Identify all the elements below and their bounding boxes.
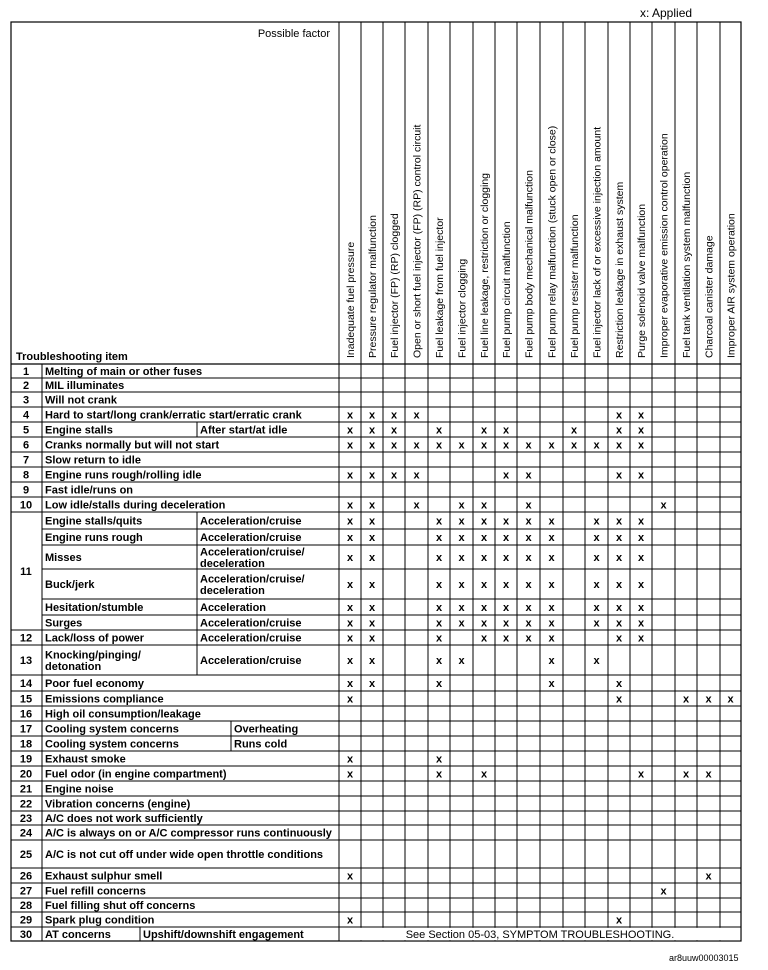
applied-mark: x bbox=[390, 409, 398, 422]
applied-mark: x bbox=[435, 532, 443, 544]
troubleshooting-item: Surges bbox=[45, 617, 83, 630]
applied-mark: x bbox=[682, 768, 690, 781]
factor-header: Fuel pump body mechanical malfunction bbox=[523, 170, 536, 358]
row-number: 10 bbox=[19, 499, 33, 512]
applied-mark: x bbox=[346, 753, 354, 766]
troubleshooting-item: MIL illuminates bbox=[45, 380, 125, 392]
applied-mark: x bbox=[548, 678, 555, 690]
troubleshooting-item-label: Troubleshooting item bbox=[16, 351, 128, 363]
row-number: 28 bbox=[19, 900, 33, 912]
condition-label: Upshift/downshift engagement bbox=[143, 929, 304, 941]
applied-mark: x bbox=[637, 424, 645, 437]
troubleshooting-item: A/C is always on or A/C compressor runs continuously bbox=[45, 827, 332, 840]
applied-mark: x bbox=[458, 515, 465, 528]
applied-mark: x bbox=[637, 469, 645, 482]
row-number: 27 bbox=[19, 885, 33, 898]
applied-mark: x bbox=[502, 617, 510, 630]
troubleshooting-item: Fast idle/runs on bbox=[45, 484, 134, 497]
troubleshooting-item: Engine runs rough bbox=[45, 532, 143, 544]
troubleshooting-item: Engine runs rough/rolling idle bbox=[45, 469, 202, 482]
troubleshooting-item: Low idle/stalls during deceleration bbox=[45, 499, 226, 512]
applied-mark: x bbox=[480, 515, 488, 528]
applied-mark: x bbox=[480, 579, 488, 591]
applied-mark: x bbox=[346, 693, 354, 706]
applied-mark: x bbox=[480, 424, 488, 437]
row-number: 14 bbox=[19, 678, 33, 690]
applied-mark: x bbox=[615, 469, 623, 482]
applied-mark: x bbox=[346, 552, 354, 564]
condition-label: Acceleration/cruise bbox=[200, 532, 302, 544]
applied-mark: x bbox=[480, 552, 488, 564]
row-number: 7 bbox=[22, 454, 30, 467]
row-number: 15 bbox=[19, 693, 33, 706]
applied-mark: x bbox=[368, 424, 376, 437]
possible-factor-label: Possible factor bbox=[257, 28, 330, 40]
applied-mark: x bbox=[480, 439, 488, 452]
factor-header: Purge solenoid valve malfunction bbox=[636, 203, 648, 358]
applied-mark: x bbox=[593, 617, 600, 630]
applied-mark: x bbox=[390, 469, 398, 482]
factor-header: Fuel injector clogging bbox=[456, 258, 469, 358]
applied-mark: x bbox=[525, 532, 532, 544]
applied-mark: x bbox=[593, 532, 600, 544]
applied-mark: x bbox=[368, 515, 376, 528]
applied-mark: x bbox=[705, 693, 712, 706]
applied-mark: x bbox=[346, 532, 354, 544]
applied-mark: x bbox=[346, 632, 354, 645]
applied-mark: x bbox=[413, 409, 420, 422]
applied-mark: x bbox=[615, 552, 623, 564]
row-number: 26 bbox=[19, 870, 33, 883]
applied-mark: x bbox=[413, 499, 420, 512]
applied-mark: x bbox=[435, 632, 443, 645]
applied-mark: x bbox=[637, 602, 645, 614]
condition-label: Acceleration/cruise bbox=[200, 515, 302, 528]
condition-label: Runs cold bbox=[234, 738, 288, 751]
troubleshooting-item: Exhaust sulphur smell bbox=[45, 870, 163, 883]
applied-mark: x bbox=[413, 439, 420, 452]
factor-header: Inadequate fuel pressure bbox=[345, 241, 357, 358]
applied-mark: x bbox=[548, 579, 555, 591]
applied-mark: x bbox=[615, 632, 623, 645]
applied-mark: x bbox=[435, 579, 443, 591]
applied-mark: x bbox=[458, 552, 465, 564]
applied-mark: x bbox=[368, 602, 376, 614]
applied-mark: x bbox=[593, 515, 600, 528]
applied-mark: x bbox=[346, 870, 354, 883]
applied-mark: x bbox=[615, 678, 623, 690]
row-number: 23 bbox=[19, 813, 33, 825]
applied-mark: x bbox=[615, 579, 623, 591]
applied-mark: x bbox=[346, 602, 354, 614]
factor-header: Open or short fuel injector (FP) (RP) control circuit bbox=[411, 124, 424, 358]
applied-mark: x bbox=[593, 579, 600, 591]
troubleshooting-item: AT concerns bbox=[45, 929, 111, 941]
applied-mark: x bbox=[570, 439, 578, 452]
applied-mark: x bbox=[637, 439, 645, 452]
applied-mark: x bbox=[548, 439, 555, 452]
row-number: 17 bbox=[19, 723, 33, 736]
applied-mark: x bbox=[368, 439, 376, 452]
applied-mark: x bbox=[480, 499, 488, 512]
troubleshooting-item: Engine stalls bbox=[45, 424, 113, 437]
row-number: 8 bbox=[22, 469, 30, 482]
troubleshooting-item: Will not crank bbox=[45, 394, 118, 407]
applied-mark: x bbox=[458, 655, 465, 667]
applied-mark: x bbox=[548, 602, 555, 614]
applied-mark: x bbox=[368, 579, 376, 591]
applied-mark: x bbox=[525, 499, 532, 512]
applied-mark: x bbox=[435, 424, 443, 437]
applied-mark: x bbox=[570, 424, 578, 437]
applied-mark: x bbox=[525, 602, 532, 614]
applied-mark: x bbox=[637, 617, 645, 630]
applied-mark: x bbox=[458, 499, 465, 512]
row-number: 4 bbox=[22, 409, 30, 422]
applied-mark: x bbox=[346, 678, 354, 690]
row-number: 25 bbox=[19, 849, 33, 861]
factor-header: Fuel leakage from fuel injector bbox=[434, 217, 446, 358]
applied-mark: x bbox=[525, 552, 532, 564]
applied-mark: x bbox=[458, 617, 465, 630]
applied-mark: x bbox=[615, 424, 623, 437]
applied-mark: x bbox=[637, 768, 645, 781]
applied-mark: x bbox=[480, 768, 488, 781]
applied-mark: x bbox=[458, 579, 465, 591]
factor-header: Fuel injector (FP) (RP) clogged bbox=[389, 213, 401, 358]
applied-mark: x bbox=[660, 499, 667, 512]
applied-mark: x bbox=[368, 632, 376, 645]
factor-header: Fuel pump relay malfunction (stuck open or close) bbox=[546, 125, 559, 358]
applied-mark: x bbox=[458, 602, 465, 614]
applied-mark: x bbox=[705, 870, 712, 883]
applied-mark: x bbox=[502, 532, 510, 544]
applied-mark: x bbox=[390, 424, 398, 437]
troubleshooting-item: A/C does not work sufficiently bbox=[45, 813, 203, 825]
condition-label: Acceleration/cruise/ deceleration bbox=[200, 546, 305, 570]
applied-mark: x bbox=[615, 693, 623, 706]
applied-mark: x bbox=[413, 469, 420, 482]
applied-mark: x bbox=[502, 632, 510, 645]
applied-mark: x bbox=[390, 439, 398, 452]
troubleshooting-item: Melting of main or other fuses bbox=[45, 366, 203, 378]
applied-mark: x bbox=[458, 439, 465, 452]
applied-mark: x bbox=[525, 469, 532, 482]
applied-mark: x bbox=[435, 515, 443, 528]
applied-mark: x bbox=[525, 579, 532, 591]
row-number: 13 bbox=[19, 655, 33, 667]
troubleshooting-item: Fuel refill concerns bbox=[45, 885, 146, 898]
troubleshooting-item: Poor fuel economy bbox=[45, 678, 145, 690]
applied-mark: x bbox=[502, 469, 510, 482]
row-number: 18 bbox=[19, 738, 33, 751]
applied-mark: x bbox=[593, 655, 600, 667]
row-number: 6 bbox=[22, 439, 30, 452]
troubleshooting-item: Hesitation/stumble bbox=[45, 602, 144, 614]
applied-mark: x bbox=[480, 617, 488, 630]
figure-id: ar8uuw00003015 bbox=[669, 953, 739, 963]
applied-mark: x bbox=[548, 617, 555, 630]
applied-mark: x bbox=[615, 914, 623, 927]
troubleshooting-item: High oil consumption/leakage bbox=[45, 708, 201, 721]
applied-mark: x bbox=[525, 617, 532, 630]
row-number: 16 bbox=[19, 708, 33, 721]
applied-mark: x bbox=[480, 632, 488, 645]
applied-mark: x bbox=[525, 515, 532, 528]
condition-label: Overheating bbox=[234, 723, 299, 736]
applied-mark: x bbox=[593, 602, 600, 614]
row-number: 30 bbox=[19, 929, 33, 941]
applied-mark: x bbox=[346, 424, 354, 437]
troubleshooting-item: Buck/jerk bbox=[45, 579, 95, 591]
condition-label: Acceleration/cruise bbox=[200, 655, 302, 667]
table-texts bbox=[16, 28, 738, 941]
row-number: 24 bbox=[19, 827, 33, 840]
legend-applied: x: Applied bbox=[640, 6, 693, 20]
factor-header: Pressure regulator malfunction bbox=[367, 215, 379, 358]
condition-label: Acceleration/cruise/ deceleration bbox=[200, 573, 305, 597]
row-number: 1 bbox=[22, 366, 30, 378]
applied-mark: x bbox=[637, 552, 645, 564]
factor-header: Fuel line leakage, restriction or clogging bbox=[479, 172, 491, 358]
applied-mark: x bbox=[435, 439, 443, 452]
troubleshooting-item: Emissions compliance bbox=[45, 693, 164, 706]
factor-header: Improper evaporative emission control operation bbox=[658, 133, 671, 358]
row30-note: See Section 05-03, SYMPTOM TROUBLESHOOTING. bbox=[405, 929, 675, 941]
applied-mark: x bbox=[458, 532, 465, 544]
troubleshooting-item: Cranks normally but will not start bbox=[45, 439, 220, 452]
applied-mark: x bbox=[615, 439, 623, 452]
applied-mark: x bbox=[727, 693, 734, 706]
applied-mark: x bbox=[502, 515, 510, 528]
condition-label: Acceleration/cruise bbox=[200, 617, 302, 630]
applied-mark: x bbox=[682, 693, 690, 706]
troubleshooting-item: Engine noise bbox=[45, 783, 114, 796]
factor-header: Fuel pump circuit malfunction bbox=[501, 221, 513, 358]
applied-mark: x bbox=[637, 409, 645, 422]
applied-mark: x bbox=[435, 655, 443, 667]
applied-mark: x bbox=[435, 768, 443, 781]
applied-mark: x bbox=[502, 552, 510, 564]
factor-header: Fuel pump resister malfunction bbox=[569, 214, 581, 358]
applied-mark: x bbox=[548, 632, 555, 645]
troubleshooting-item: Cooling system concerns bbox=[45, 738, 179, 751]
applied-mark: x bbox=[346, 655, 354, 667]
applied-mark: x bbox=[435, 617, 443, 630]
row-number: 19 bbox=[19, 753, 33, 766]
applied-mark: x bbox=[435, 753, 443, 766]
applied-mark: x bbox=[346, 515, 354, 528]
applied-mark: x bbox=[637, 632, 645, 645]
applied-mark: x bbox=[502, 579, 510, 591]
row-number: 5 bbox=[22, 424, 30, 437]
applied-mark: x bbox=[615, 409, 623, 422]
row-number: 21 bbox=[19, 783, 33, 796]
applied-mark: x bbox=[548, 532, 555, 544]
applied-mark: x bbox=[615, 515, 623, 528]
applied-mark: x bbox=[593, 439, 600, 452]
applied-mark: x bbox=[368, 552, 376, 564]
troubleshooting-item: Spark plug condition bbox=[45, 914, 155, 927]
applied-mark: x bbox=[368, 409, 376, 422]
applied-mark: x bbox=[346, 579, 354, 591]
factor-header: Fuel injector lack of or excessive injection amount bbox=[591, 126, 604, 358]
applied-mark: x bbox=[368, 655, 376, 667]
applied-mark: x bbox=[435, 678, 443, 690]
troubleshooting-item: Engine stalls/quits bbox=[45, 515, 143, 528]
condition-label: Acceleration bbox=[200, 602, 267, 614]
troubleshooting-item: Exhaust smoke bbox=[45, 753, 126, 766]
applied-mark: x bbox=[525, 632, 532, 645]
applied-mark: x bbox=[435, 602, 443, 614]
applied-mark: x bbox=[637, 515, 645, 528]
applied-mark: x bbox=[435, 552, 443, 564]
applied-mark: x bbox=[480, 602, 488, 614]
applied-mark: x bbox=[346, 914, 354, 927]
applied-mark: x bbox=[525, 439, 532, 452]
troubleshooting-item: Lack/loss of power bbox=[45, 632, 145, 645]
row-number: 12 bbox=[19, 632, 33, 645]
applied-mark: x bbox=[615, 532, 623, 544]
applied-mark: x bbox=[548, 552, 555, 564]
row-number: 11 bbox=[20, 566, 32, 578]
applied-mark: x bbox=[368, 499, 376, 512]
applied-mark: x bbox=[480, 532, 488, 544]
troubleshooting-item: Misses bbox=[45, 552, 82, 564]
row-number: 9 bbox=[22, 484, 30, 497]
applied-mark: x bbox=[548, 655, 555, 667]
row-number: 22 bbox=[19, 798, 33, 811]
applied-mark: x bbox=[615, 602, 623, 614]
troubleshooting-item: Knocking/pinging/ detonation bbox=[45, 649, 141, 673]
applied-mark: x bbox=[548, 515, 555, 528]
applied-mark: x bbox=[368, 678, 376, 690]
applied-mark: x bbox=[502, 602, 510, 614]
applied-mark: x bbox=[346, 409, 354, 422]
row-number: 2 bbox=[22, 380, 30, 392]
applied-mark: x bbox=[705, 768, 712, 781]
applied-mark: x bbox=[346, 768, 354, 781]
troubleshooting-item: Vibration concerns (engine) bbox=[45, 798, 191, 811]
applied-mark: x bbox=[502, 424, 510, 437]
applied-mark: x bbox=[637, 532, 645, 544]
condition-label: Acceleration/cruise bbox=[200, 632, 302, 645]
troubleshooting-item: Fuel filling shut off concerns bbox=[45, 900, 196, 912]
applied-mark: x bbox=[368, 532, 376, 544]
applied-mark: x bbox=[346, 617, 354, 630]
applied-mark: x bbox=[368, 617, 376, 630]
row-number: 29 bbox=[19, 914, 33, 927]
troubleshooting-item: Slow return to idle bbox=[45, 454, 141, 467]
applied-mark: x bbox=[368, 469, 376, 482]
condition-label: After start/at idle bbox=[200, 424, 288, 437]
applied-mark: x bbox=[346, 499, 354, 512]
factor-header: Improper AIR system operation bbox=[725, 213, 738, 358]
applied-mark: x bbox=[637, 579, 645, 591]
applied-mark: x bbox=[346, 439, 354, 452]
applied-mark: x bbox=[346, 469, 354, 482]
troubleshooting-item: Hard to start/long crank/erratic start/erratic crank bbox=[45, 409, 302, 422]
applied-mark: x bbox=[660, 885, 667, 898]
applied-mark: x bbox=[502, 439, 510, 452]
troubleshooting-item: A/C is not cut off under wide open throttle conditions bbox=[45, 849, 324, 861]
applied-mark: x bbox=[615, 617, 623, 630]
row-number: 3 bbox=[22, 394, 30, 407]
factor-header: Fuel tank ventilation system malfunction bbox=[681, 171, 693, 358]
applied-mark: x bbox=[593, 552, 600, 564]
factor-header: Restriction leakage in exhaust system bbox=[614, 181, 626, 358]
factor-header: Charcoal canister damage bbox=[703, 235, 716, 358]
row-number: 20 bbox=[19, 768, 33, 781]
troubleshooting-item: Cooling system concerns bbox=[45, 723, 179, 736]
troubleshooting-item: Fuel odor (in engine compartment) bbox=[45, 768, 227, 781]
